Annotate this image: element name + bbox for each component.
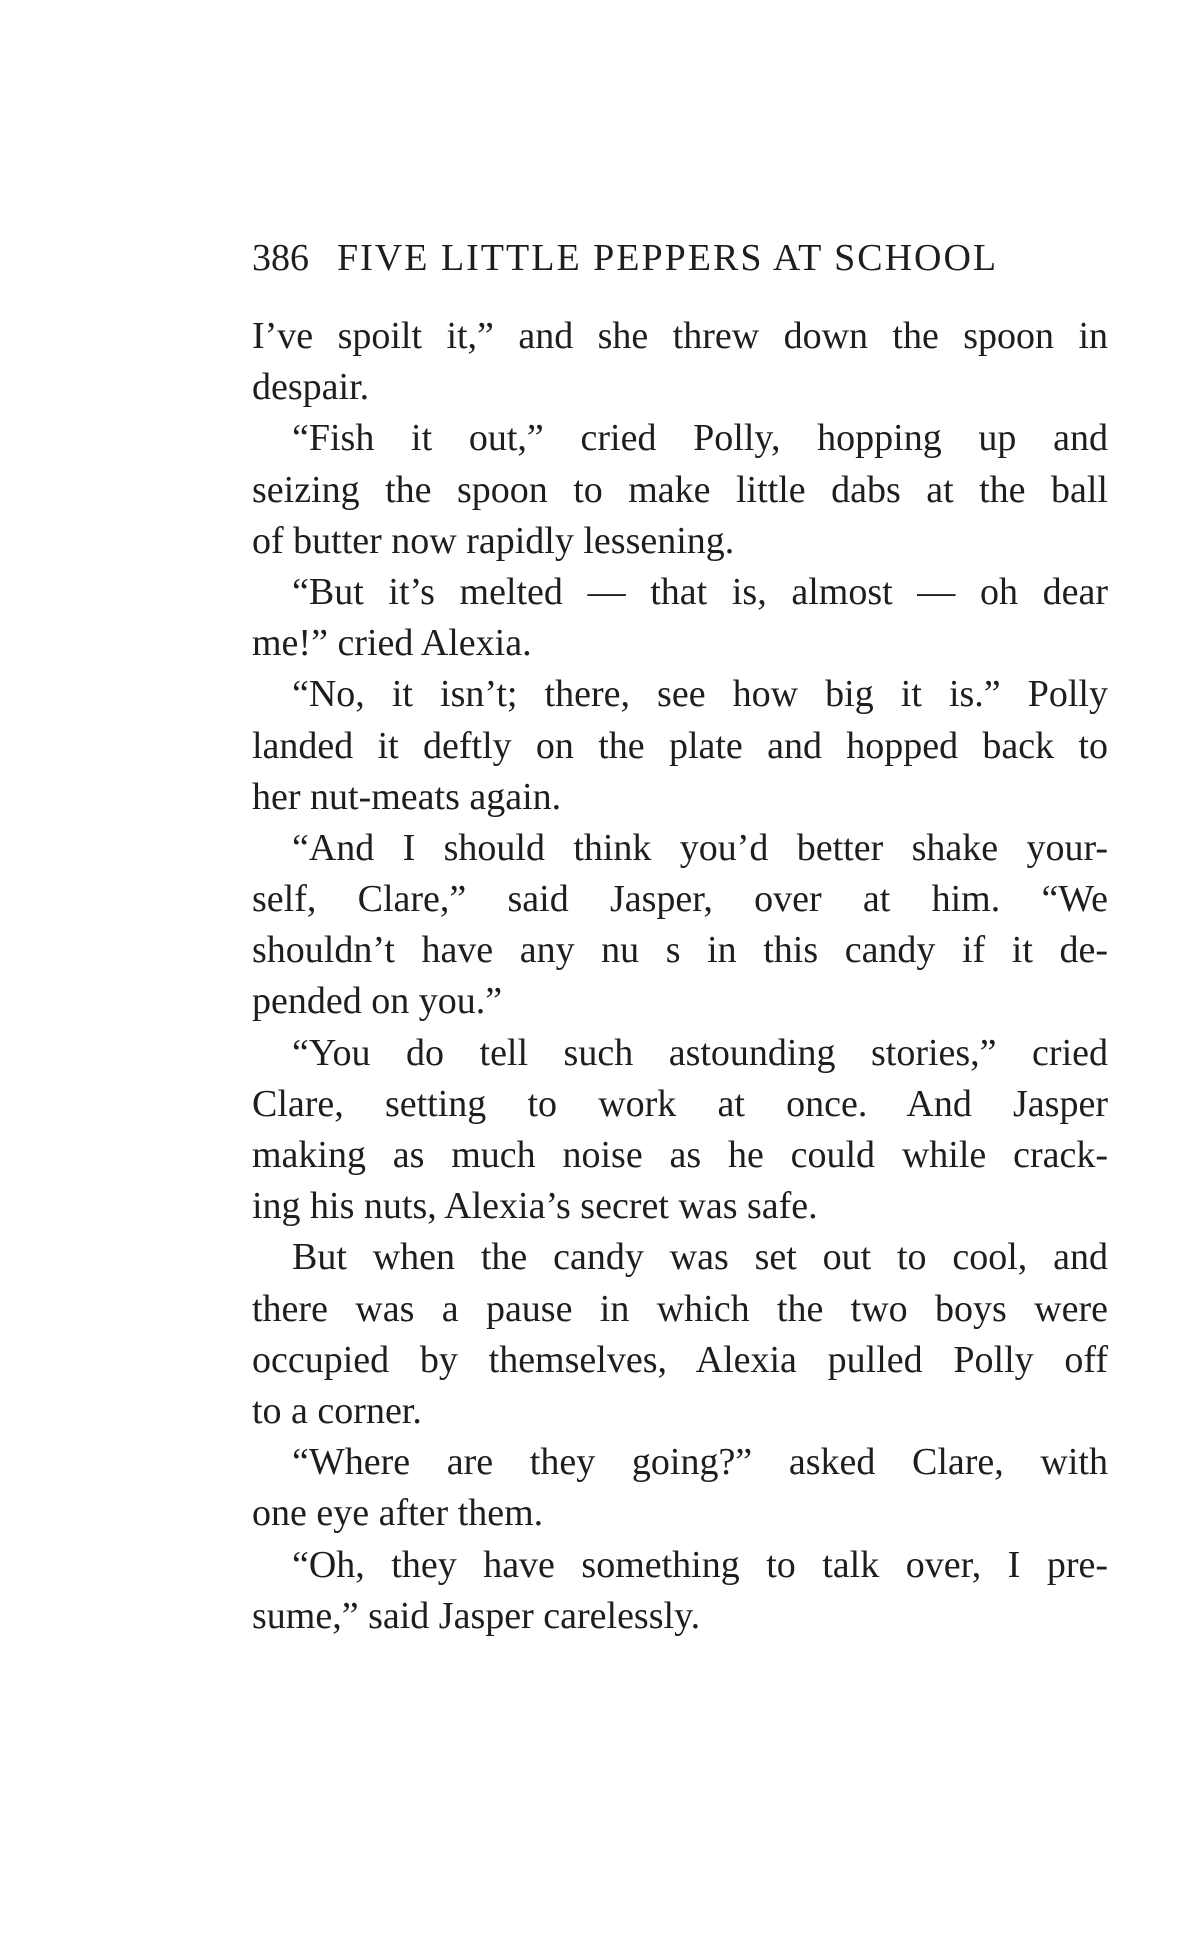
page-number: 386 (252, 237, 309, 279)
text-line: “You do tell such astounding stories,” cried (292, 1031, 1108, 1074)
text-line: “No, it isn’t; there, see how big it is.” Polly (292, 673, 1108, 716)
text-line: her nut-meats again. (252, 775, 562, 818)
text-line: I’ve spoilt it,” and she threw down the spoon in (252, 315, 1108, 357)
text-line: But when the candy was set out to cool, and (292, 1236, 1108, 1279)
running-head (252, 228, 1108, 288)
book-title: FIVE LITTLE PEPPERS AT SCHOOL (337, 237, 999, 279)
text-line: making as much noise as he could while crack- (252, 1134, 1108, 1176)
text-line: Clare, setting to work at once. And Jasper (252, 1082, 1108, 1125)
text-line: one eye after them. (252, 1492, 544, 1535)
text-line: me!” cried Alexia. (252, 622, 532, 665)
text-line: “Fish it out,” cried Polly, hopping up and (292, 417, 1108, 460)
text-line: landed it deftly on the plate and hopped back to (252, 724, 1108, 767)
text-line: “But it’s melted — that is, almost — oh dear (292, 570, 1108, 613)
text-line: of butter now rapidly lessening. (252, 519, 735, 562)
text-line: ing his nuts, Alexia’s secret was safe. (252, 1185, 818, 1228)
text-line: seizing the spoon to make little dabs at the ball (252, 468, 1108, 511)
text-line: “And I should think you’d better shake your- (292, 826, 1108, 869)
text-line: “Where are they going?” asked Clare, with (292, 1441, 1108, 1484)
text-line: occupied by themselves, Alexia pulled Polly off (252, 1338, 1108, 1381)
text-line: shouldn’t have any nu s in this candy if it de- (252, 929, 1108, 972)
text-line: “Oh, they have something to talk over, I pre- (292, 1543, 1108, 1586)
text-line: despair. (252, 366, 370, 409)
text-line: there was a pause in which the two boys were (252, 1287, 1108, 1330)
body-text (252, 311, 1108, 1642)
text-line: self, Clare,” said Jasper, over at him. “We (252, 878, 1108, 921)
text-line: to a corner. (252, 1389, 422, 1432)
text-line: sume,” said Jasper carelessly. (252, 1594, 701, 1637)
text-line: pended on you.” (252, 980, 503, 1023)
